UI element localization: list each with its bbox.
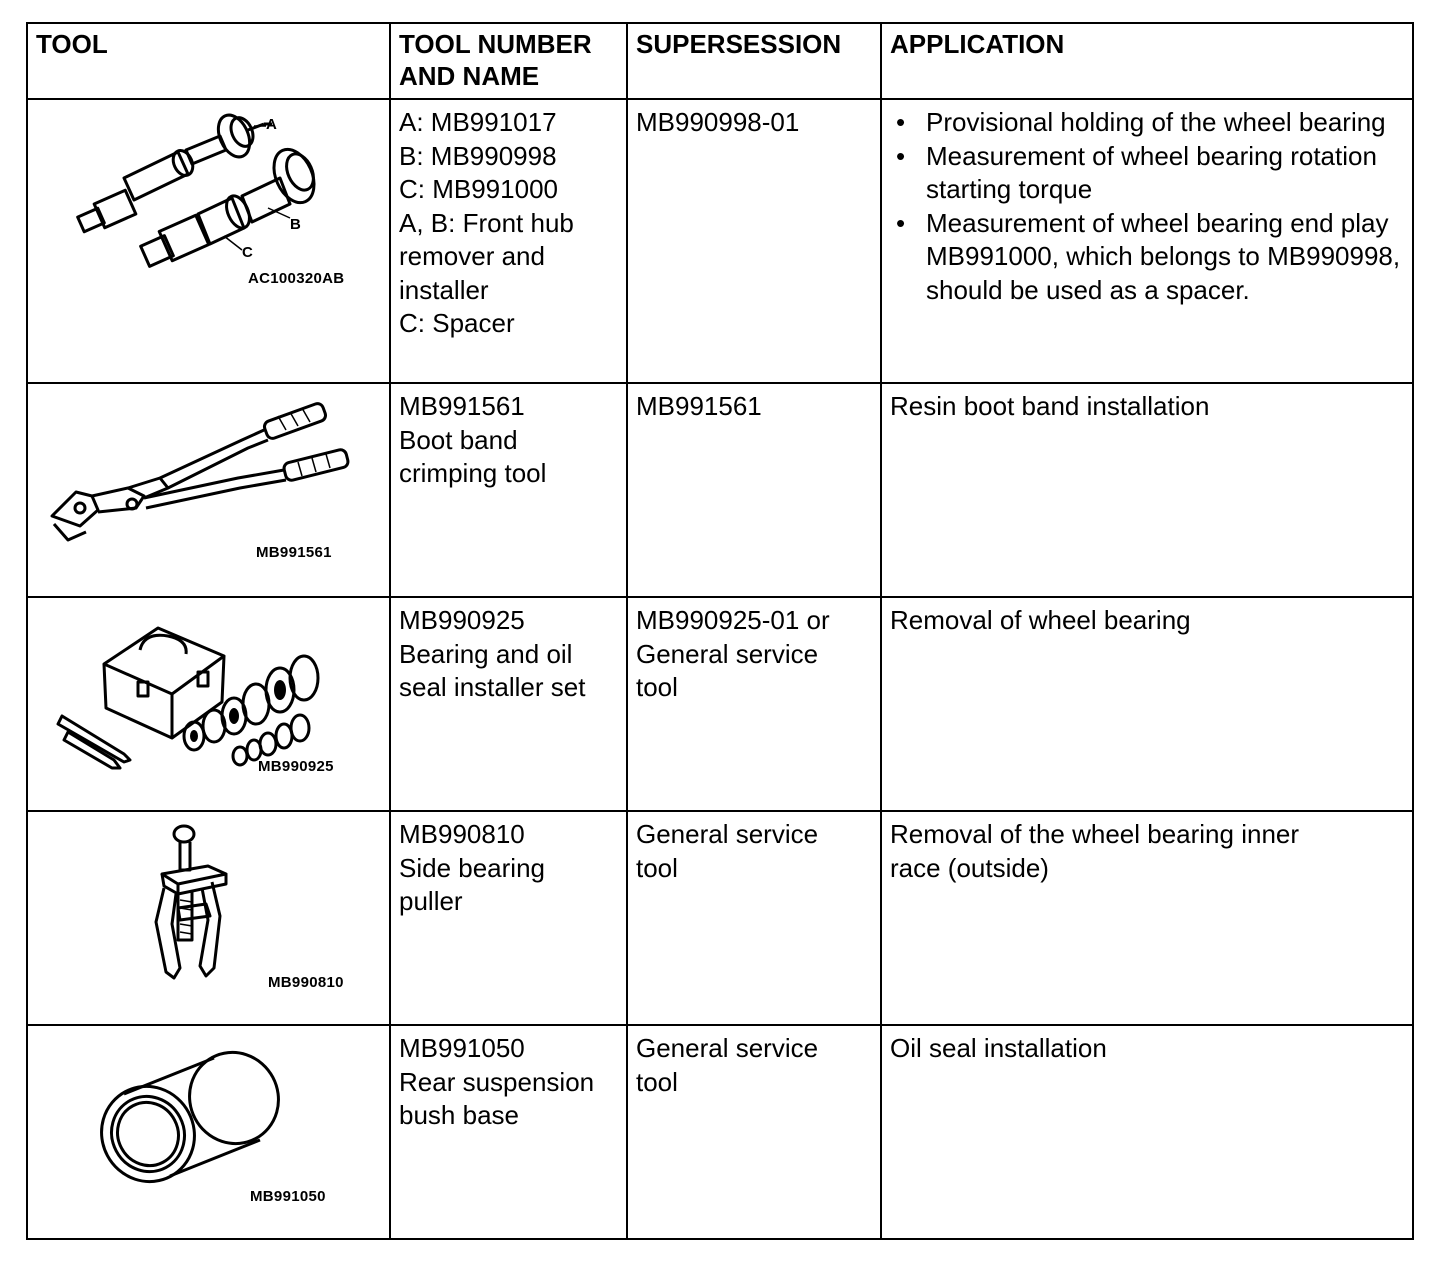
number-line: A: MB991017 <box>399 107 557 137</box>
header-tool: TOOL <box>27 23 390 99</box>
application-line: race (outside) <box>890 852 1049 883</box>
number-line: puller <box>399 886 463 916</box>
supersession-cell <box>627 597 881 811</box>
number-line: Rear suspension <box>399 1066 595 1097</box>
supersession-line: General service <box>636 638 819 669</box>
application-line: Oil seal installation <box>890 1033 1107 1063</box>
crimping-pliers-illustration <box>28 384 391 596</box>
callout-c: C <box>242 244 254 261</box>
application-line: Resin boot band installation <box>890 391 1210 421</box>
bush-base-illustration <box>28 1026 391 1238</box>
application-item: • Measurement of wheel bearing end play MB991000, which belongs to MB990998, should be used as a spacer. <box>926 207 1404 308</box>
figure-label: MB991050 <box>250 1188 326 1205</box>
number-line: A, B: Front hub <box>399 207 574 238</box>
supersession-line: MB990925-01 or <box>636 605 830 635</box>
number-line: MB990810 <box>399 819 525 849</box>
tool-figure-cell <box>27 99 390 383</box>
special-tools-table <box>26 22 1414 1240</box>
tool-number-name-cell <box>390 811 627 1025</box>
supersession-line: tool <box>636 672 678 702</box>
table-row <box>27 99 1413 383</box>
application-list <box>890 106 1404 307</box>
application-cell <box>881 1025 1413 1239</box>
tool-number-name-cell <box>390 1025 627 1239</box>
tool-figure-cell <box>27 383 390 597</box>
tool-figure-cell <box>27 597 390 811</box>
number-line: MB991561 <box>399 391 525 421</box>
supersession-line: tool <box>636 852 678 883</box>
application-line: Removal of the wheel bearing inner <box>890 819 1300 849</box>
bearing-puller-illustration <box>28 812 391 1024</box>
figure-label: AC100320AB <box>248 270 345 287</box>
number-line: crimping tool <box>399 458 547 488</box>
figure-label: MB991561 <box>256 544 332 561</box>
number-line: Bearing and oil <box>399 638 573 669</box>
callout-b: B <box>290 216 302 233</box>
number-line: MB991050 <box>399 1033 525 1063</box>
number-line: bush base <box>399 1100 519 1130</box>
table-row <box>27 597 1413 811</box>
table-row <box>27 1025 1413 1239</box>
tool-figure-cell <box>27 1025 390 1239</box>
table-row <box>27 811 1413 1025</box>
header-supersession: SUPERSESSION <box>627 23 881 99</box>
number-line: seal installer set <box>399 672 586 702</box>
header-tool-number-name: TOOL NUMBER AND NAME <box>390 23 627 99</box>
number-line: Boot band <box>399 424 518 455</box>
number-line: MB990925 <box>399 605 525 635</box>
supersession-line: General service <box>636 1033 819 1063</box>
application-cell <box>881 383 1413 597</box>
installer-set-illustration <box>28 598 391 810</box>
supersession-line: tool <box>636 1066 678 1097</box>
supersession-line: MB991561 <box>636 391 762 421</box>
figure-label: MB990925 <box>258 758 334 775</box>
application-item: • Measurement of wheel bearing rotation starting torque <box>926 140 1404 207</box>
hub-remover-installer-illustration <box>28 100 391 382</box>
number-line: B: MB990998 <box>399 140 557 171</box>
application-line: Removal of wheel bearing <box>890 605 1191 635</box>
number-line: C: MB991000 <box>399 174 558 204</box>
application-item: • Provisional holding of the wheel bearing <box>926 106 1404 140</box>
figure-label: MB990810 <box>268 974 344 991</box>
supersession-cell <box>627 1025 881 1239</box>
application-cell <box>881 597 1413 811</box>
tool-number-name-cell <box>390 99 627 383</box>
header-application: APPLICATION <box>881 23 1413 99</box>
application-cell <box>881 99 1413 383</box>
number-line: installer <box>399 274 489 305</box>
number-line: remover and <box>399 241 545 271</box>
tool-number-name-cell <box>390 383 627 597</box>
tool-figure-cell <box>27 811 390 1025</box>
supersession-cell <box>627 811 881 1025</box>
supersession-line: General service <box>636 819 819 849</box>
number-line: C: Spacer <box>399 308 515 338</box>
tool-number-name-cell <box>390 597 627 811</box>
number-line: Side bearing <box>399 852 545 883</box>
header-row <box>27 23 1413 99</box>
callout-a: A <box>266 116 278 133</box>
supersession-line: MB990998-01 <box>636 107 800 137</box>
application-cell <box>881 811 1413 1025</box>
supersession-cell <box>627 99 881 383</box>
supersession-cell <box>627 383 881 597</box>
table-row <box>27 383 1413 597</box>
